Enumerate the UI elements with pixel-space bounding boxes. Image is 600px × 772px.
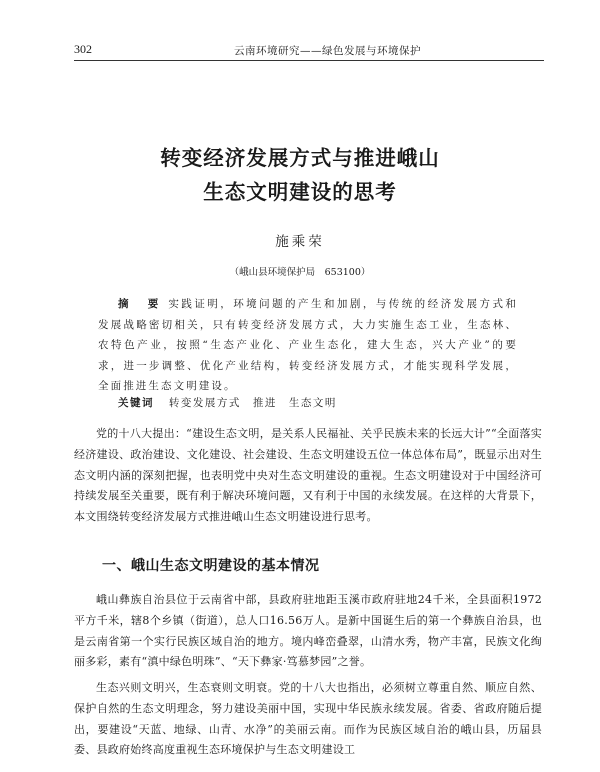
section-heading-1: 一、峨山生态文明建设的基本情况 (102, 558, 320, 574)
keywords (98, 395, 337, 410)
running-header (74, 42, 544, 61)
body-paragraph-1: 党的十八大提出：“建设生态文明，是关系人民福祉、关乎民族未来的长远大计”“全面落实经济建设、政治建设、文化建设、社会建设、生态文明建设五位一体总体布局”，既显示出对生态文明内涵的深刻把握，也表明党中央对生态文明建设的重视。生态文明建设对于中国经济可持续发展至关重要，既有利于解决环境问题，又有利于中国的永续发展。在这样的大背景下，本文围绕转变经济发展方式推进峨山生态文明建设进行思考。 (74, 427, 542, 524)
author-affiliation: （峨山县环境保护局 653100） (229, 267, 371, 278)
journal-title: 云南环境研究——绿色发展与环境保护 (234, 45, 421, 57)
article-title-line-1: 转变经济发展方式与推进峨山 (160, 146, 440, 170)
keywords-text: 转变发展方式 推进 生态文明 (168, 397, 337, 409)
abstract-text: 实践证明，环境问题的产生和加剧，与传统的经济发展方式和发展战略密切相关，只有转变经济发展方式，大力实施生态工业，生态林、农特色产业，按照“生态产业化、产业生态化，建大生态，兴大产业”的要求，进一步调整、优化产业结构，转变经济发展方式，才能实现科学发展，全面推进生态文明建设。 (98, 298, 519, 392)
author-name: 施乘荣 (275, 234, 325, 250)
body-paragraph-2: 峨山彝族自治县位于云南省中部，县政府驻地距玉溪市政府驻地24千米，全县面积1972平方千米，辖8个乡镇（街道），总人口16.56万人。是新中国诞生后的第一个彝族自治县，也是云南省第一个实行民族区域自治的地方。境内峰峦叠翠，山清水秀，物产丰富，民族文化绚丽多彩，素有“滇中绿色明珠”、“天下彝家·笃慕梦园”之誉。 (74, 593, 542, 669)
article-title-line-2: 生态文明建设的思考 (203, 180, 397, 204)
body-paragraph-3: 生态兴则文明兴，生态衰则文明衰。党的十八大也指出，必须树立尊重自然、顺应自然、保护自然的生态文明理念，努力建设美丽中国，实现中华民族永续发展。省委、省政府随后提出，要建设“天蓝、地绿、山青、水净”的美丽云南。而作为民族区域自治的峨山县，历届县委、县政府始终高度重视生态环境保护与生态文明建设工 (74, 681, 542, 757)
keywords-label: 关键词 (118, 397, 154, 409)
abstract (98, 294, 518, 397)
abstract-label: 摘 要 (118, 298, 163, 310)
page-number: 302 (74, 42, 92, 56)
